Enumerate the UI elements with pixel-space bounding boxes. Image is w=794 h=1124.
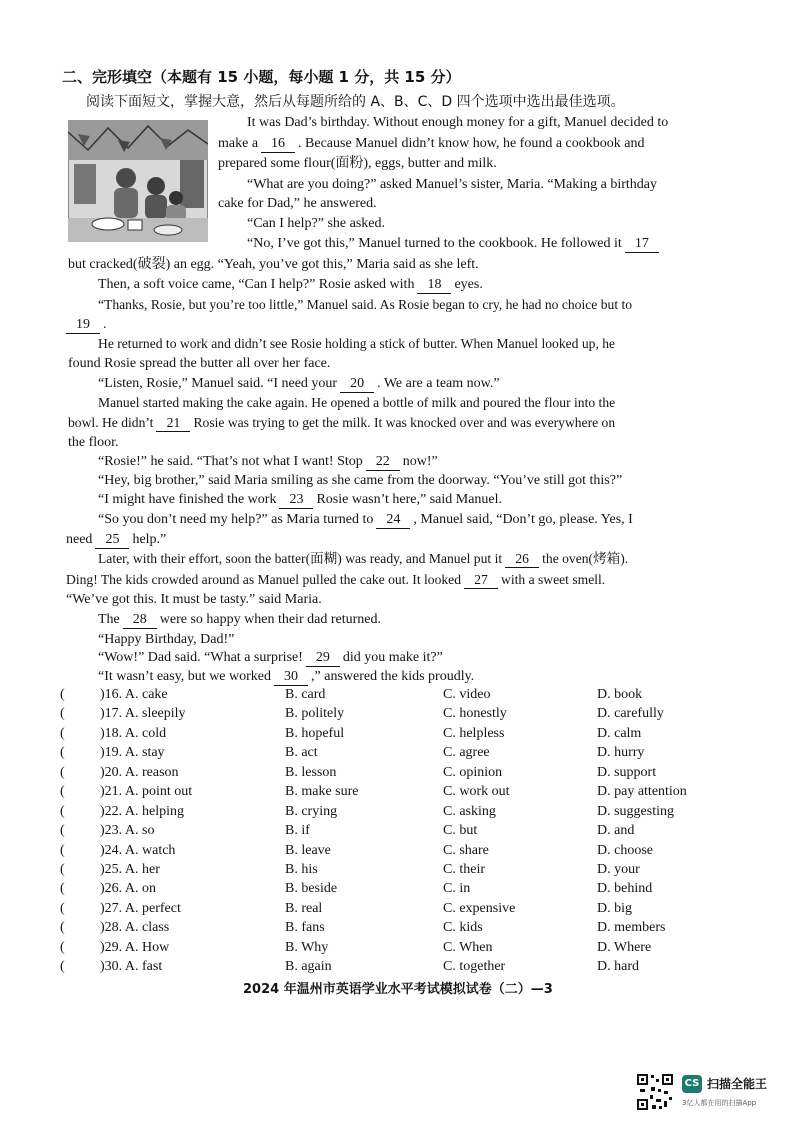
option-c[interactable]: C. video — [443, 687, 491, 702]
option-d[interactable]: D. big — [597, 901, 632, 916]
passage-line-5: cake for Dad,” he answered. — [218, 196, 377, 211]
blank-29[interactable]: 29 — [306, 649, 340, 667]
answer-paren-20[interactable]: ( — [60, 765, 65, 780]
option-c[interactable]: C. their — [443, 862, 485, 877]
passage-line-28: “Wow!” Dad said. “What a surprise! 29 did you make it?” — [98, 650, 443, 665]
answer-paren-27[interactable]: ( — [60, 901, 65, 916]
option-d[interactable]: D. carefully — [597, 706, 664, 721]
option-b[interactable]: B. Why — [285, 940, 329, 955]
scanner-app-name: 扫描全能王 — [707, 1077, 768, 1091]
option-a[interactable]: )21. A. point out — [100, 784, 193, 799]
option-a[interactable]: )20. A. reason — [100, 765, 179, 780]
answer-paren-18[interactable]: ( — [60, 726, 65, 741]
passage-line-7: “No, I’ve got this,” Manuel turned to the cookbook. He followed it 17 — [247, 234, 662, 254]
option-b[interactable]: B. if — [285, 823, 310, 838]
option-d[interactable]: D. your — [597, 862, 640, 877]
passage-line-19: “Hey, big brother,” said Maria smiling as she came from the doorway. “You’ve still got this?” — [98, 473, 623, 488]
cs-logo-icon: CS — [682, 1075, 702, 1093]
birthday-illustration — [68, 120, 208, 242]
passage-line-26: The 28 were so happy when their dad returned. — [98, 612, 381, 627]
answer-paren-25[interactable]: ( — [60, 862, 65, 877]
option-d[interactable]: D. and — [597, 823, 635, 838]
passage-line-10: “Thanks, Rosie, but you’re too little,” Manuel said. As Rosie began to cry, he had no choice but to — [98, 297, 633, 312]
answer-paren-29[interactable]: ( — [60, 940, 65, 955]
answer-paren-21[interactable]: ( — [60, 784, 65, 799]
option-a[interactable]: )25. A. her — [100, 862, 160, 877]
passage-line-3: prepared some flour(面粉), eggs, butter and milk. — [218, 156, 497, 171]
passage-line-14: “Listen, Rosie,” Manuel said. “I need your 20 . We are a team now.” — [98, 376, 500, 391]
scanner-app-tagline: 3亿人都在用的扫描App — [682, 1099, 757, 1107]
option-c[interactable]: C. share — [443, 843, 489, 858]
option-c[interactable]: C. in — [443, 881, 471, 896]
section-title: 二、完形填空（本题有 15 小题，每小题 1 分，共 15 分） — [62, 68, 461, 86]
option-d[interactable]: D. suggesting — [597, 804, 674, 819]
passage-line-8: but cracked(破裂) an egg. “Yeah, you’ve got this,” Maria said as she left. — [68, 257, 479, 272]
option-b[interactable]: B. card — [285, 687, 326, 702]
option-a[interactable]: )18. A. cold — [100, 726, 167, 741]
option-d[interactable]: D. behind — [597, 881, 653, 896]
option-d[interactable]: D. pay attention — [597, 784, 687, 799]
answer-paren-23[interactable]: ( — [60, 823, 65, 838]
blank-30[interactable]: 30 — [274, 668, 308, 686]
blank-28[interactable]: 28 — [123, 611, 157, 629]
option-a[interactable]: )27. A. perfect — [100, 901, 181, 916]
option-c[interactable]: C. but — [443, 823, 478, 838]
option-b[interactable]: B. politely — [285, 706, 345, 721]
passage-line-6: “Can I help?” she asked. — [247, 216, 385, 231]
blank-19[interactable]: 19 — [66, 316, 100, 334]
answer-paren-30[interactable]: ( — [60, 959, 65, 974]
passage-line-20: “I might have finished the work 23 Rosie wasn’t here,” said Manuel. — [98, 492, 503, 507]
option-b[interactable]: B. fans — [285, 920, 325, 935]
option-d[interactable]: D. hurry — [597, 745, 645, 760]
passage-line-9: Then, a soft voice came, “Can I help?” Rosie asked with 18 eyes. — [98, 277, 483, 292]
blank-20[interactable]: 20 — [340, 375, 374, 393]
answer-paren-19[interactable]: ( — [60, 745, 65, 760]
passage-line-12: He returned to work and didn’t see Rosie holding a stick of butter. When Manuel looked up, he — [98, 336, 616, 351]
answer-paren-17[interactable]: ( — [60, 706, 65, 721]
passage-line-1: It was Dad’s birthday. Without enough money for a gift, Manuel decided to — [247, 115, 669, 130]
blank-22[interactable]: 22 — [366, 453, 400, 471]
answer-paren-16[interactable]: ( — [60, 687, 65, 702]
option-a[interactable]: )29. A. How — [100, 940, 170, 955]
option-c[interactable]: C. expensive — [443, 901, 516, 916]
passage-line-17: the floor. — [68, 435, 119, 450]
blank-25[interactable]: 25 — [95, 531, 129, 549]
passage-line-4: “What are you doing?” asked Manuel’s sister, Maria. “Making a birthday — [247, 177, 657, 192]
option-c[interactable]: C. together — [443, 959, 506, 974]
option-a[interactable]: )30. A. fast — [100, 959, 163, 974]
option-b[interactable]: B. real — [285, 901, 323, 916]
option-d[interactable]: D. book — [597, 687, 643, 702]
blank-27[interactable]: 27 — [464, 571, 498, 589]
passage-line-25: “We’ve got this. It must be tasty.” said Maria. — [66, 592, 322, 607]
option-d[interactable]: D. support — [597, 765, 657, 780]
answer-paren-24[interactable]: ( — [60, 843, 65, 858]
passage-line-21: “So you don’t need my help?” as Maria turned to 24 , Manuel said, “Don’t go, please. Yes, I — [98, 512, 633, 527]
passage-line-2: make a 16 . Because Manuel didn’t know how, he found a cookbook and — [218, 136, 645, 151]
option-b[interactable]: B. lesson — [285, 765, 337, 780]
option-b[interactable]: B. act — [285, 745, 318, 760]
blank-18[interactable]: 18 — [417, 276, 451, 294]
option-d[interactable]: D. members — [597, 920, 666, 935]
option-c[interactable]: C. work out — [443, 784, 510, 799]
option-c[interactable]: C. honestly — [443, 706, 507, 721]
option-a[interactable]: )24. A. watch — [100, 843, 176, 858]
passage-line-27: “Happy Birthday, Dad!” — [98, 632, 235, 647]
option-b[interactable]: B. hopeful — [285, 726, 345, 741]
passage-line-15: Manuel started making the cake again. He opened a bottle of milk and poured the flour into the — [98, 395, 616, 410]
option-d[interactable]: D. choose — [597, 843, 653, 858]
option-b[interactable]: B. crying — [285, 804, 338, 819]
blank-17[interactable]: 17 — [625, 235, 659, 253]
passage-line-29: “It wasn’t easy, but we worked 30 ,” answered the kids proudly. — [98, 669, 475, 684]
option-c[interactable]: C. agree — [443, 745, 490, 760]
option-c[interactable]: C. kids — [443, 920, 483, 935]
page-footer: 2024 年温州市英语学业水平考试模拟试卷（二）—3 — [243, 982, 553, 997]
option-c[interactable]: C. asking — [443, 804, 496, 819]
passage-line-24: Ding! The kids crowded around as Manuel pulled the cake out. It looked 27 with a sweet smell. — [66, 572, 606, 587]
option-b[interactable]: B. again — [285, 959, 332, 974]
option-d[interactable]: D. calm — [597, 726, 642, 741]
passage-line-18: “Rosie!” he said. “That’s not what I want! Stop 22 now!” — [98, 454, 438, 469]
blank-21[interactable]: 21 — [156, 414, 190, 432]
option-a[interactable]: )16. A. cake — [100, 687, 168, 702]
answer-paren-22[interactable]: ( — [60, 804, 65, 819]
option-b[interactable]: B. make sure — [285, 784, 359, 799]
option-a[interactable]: )19. A. stay — [100, 745, 165, 760]
option-c[interactable]: C. When — [443, 940, 493, 955]
qr-code-icon — [636, 1073, 674, 1111]
passage-line-11: 19 . — [66, 315, 107, 335]
option-b[interactable]: B. beside — [285, 881, 338, 896]
option-b[interactable]: B. leave — [285, 843, 331, 858]
blank-16[interactable]: 16 — [261, 135, 295, 153]
option-d[interactable]: D. hard — [597, 959, 639, 974]
option-c[interactable]: C. helpless — [443, 726, 505, 741]
option-a[interactable]: )26. A. on — [100, 881, 156, 896]
option-a[interactable]: )23. A. so — [100, 823, 155, 838]
option-b[interactable]: B. his — [285, 862, 318, 877]
answer-paren-26[interactable]: ( — [60, 881, 65, 896]
blank-24[interactable]: 24 — [376, 511, 410, 529]
section-instructions: 阅读下面短文，掌握大意，然后从每题所给的 A、B、C、D 四个选项中选出最佳选项。 — [86, 94, 625, 110]
option-a[interactable]: )17. A. sleepily — [100, 706, 186, 721]
blank-26[interactable]: 26 — [505, 550, 539, 568]
passage-line-23: Later, with their effort, soon the batter(面糊) was ready, and Manuel put it 26 the oven(烤箱). — [98, 551, 629, 566]
passage-line-16: bowl. He didn’t 21 Rosie was trying to get the milk. It was knocked over and was everywhere on — [68, 415, 616, 430]
option-d[interactable]: D. Where — [597, 940, 652, 955]
answer-paren-28[interactable]: ( — [60, 920, 65, 935]
blank-23[interactable]: 23 — [279, 491, 313, 509]
passage-line-22: need 25 help.” — [66, 532, 167, 547]
passage-line-13: found Rosie spread the butter all over her face. — [68, 356, 331, 371]
option-a[interactable]: )28. A. class — [100, 920, 170, 935]
option-c[interactable]: C. opinion — [443, 765, 503, 780]
option-a[interactable]: )22. A. helping — [100, 804, 184, 819]
